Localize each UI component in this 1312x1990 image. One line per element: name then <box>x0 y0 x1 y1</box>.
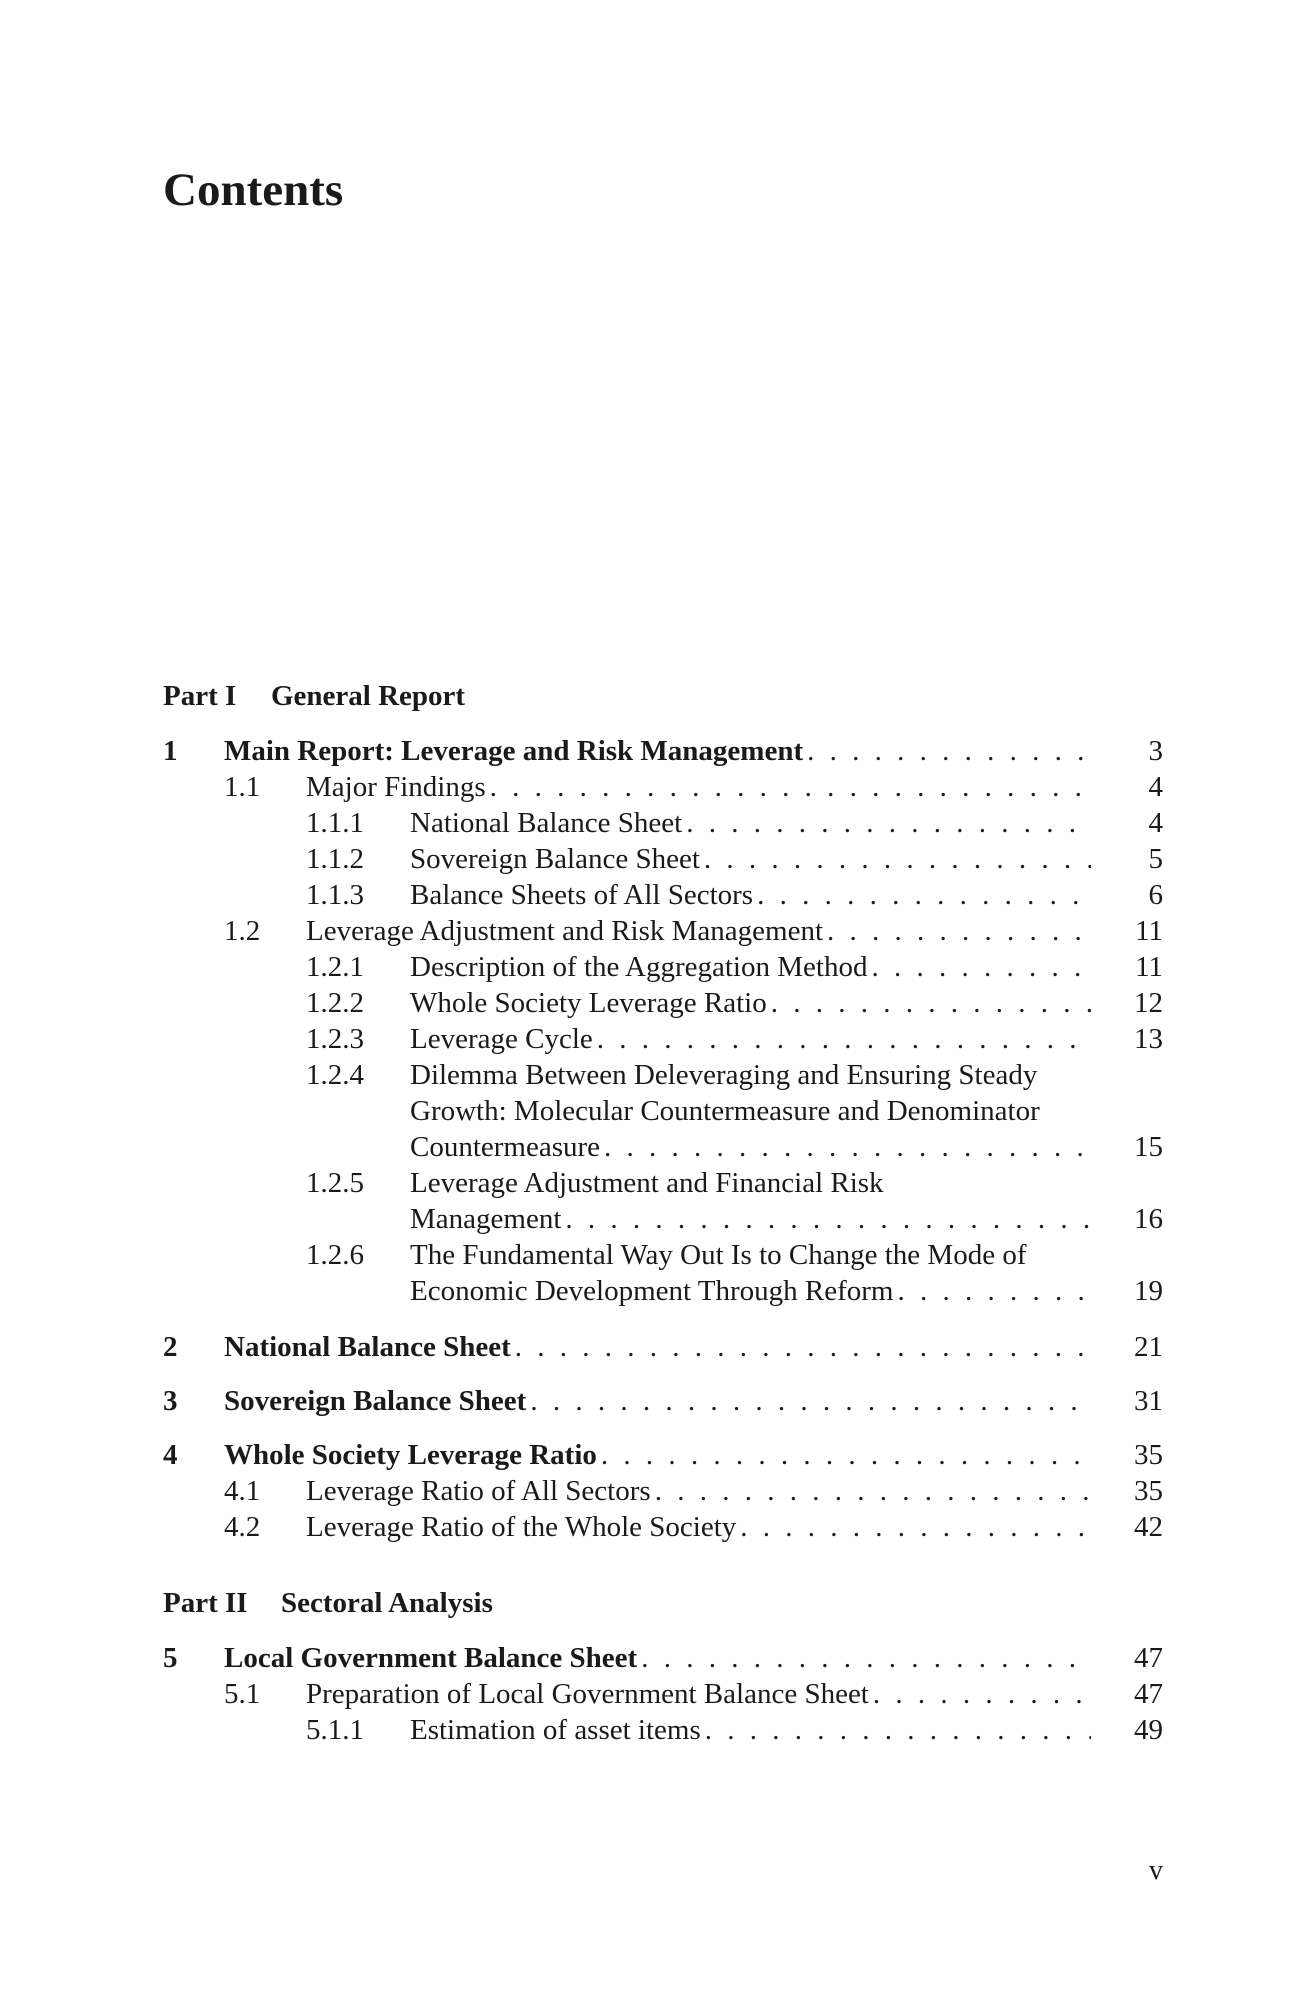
toc-entry-page: 35 <box>1134 1439 1163 1471</box>
toc-entry[interactable] <box>306 877 1163 913</box>
toc-entry-title: Dilemma Between Deleveraging and Ensuring Steady <box>410 1059 1038 1091</box>
toc-entry-title: Whole Society Leverage Ratio <box>224 1439 597 1471</box>
toc-entry[interactable] <box>306 985 1163 1021</box>
toc-entry-number: 4.1 <box>224 1475 261 1507</box>
toc-entry-title: Balance Sheets of All Sectors <box>410 879 754 911</box>
toc-entry-number: 1.2.2 <box>306 987 364 1019</box>
page-number: v <box>1149 1855 1163 1886</box>
toc-entry[interactable] <box>163 733 1163 769</box>
toc-entry[interactable] <box>306 1165 1163 1237</box>
dot-leader <box>871 949 1091 985</box>
toc-entry-number: 1.1.3 <box>306 879 364 911</box>
dot-leader <box>641 1640 1091 1676</box>
toc-entry-number: 1.2.3 <box>306 1023 364 1055</box>
toc-entry-page: 47 <box>1134 1642 1163 1674</box>
toc-entry-title: Countermeasure <box>410 1131 601 1163</box>
toc-entry-page: 4 <box>1148 771 1163 803</box>
dot-leader <box>565 1201 1091 1237</box>
toc-entry-page: 11 <box>1135 915 1163 947</box>
toc-entry-page: 6 <box>1148 879 1163 911</box>
toc-entry-number: 2 <box>163 1331 178 1363</box>
toc-entry-title: Leverage Ratio of the Whole Society <box>306 1511 737 1543</box>
toc-entry[interactable] <box>224 1473 1163 1509</box>
toc-entry-number: 1.2.5 <box>306 1167 364 1199</box>
dot-leader <box>515 1329 1091 1365</box>
toc-entry-title: National Balance Sheet <box>410 807 683 839</box>
toc-entry-title: Economic Development Through Reform <box>410 1275 894 1307</box>
toc-entry-title: Estimation of asset items <box>410 1714 701 1746</box>
toc-entry-title: Whole Society Leverage Ratio <box>410 987 767 1019</box>
toc-entry-number: 1 <box>163 735 178 767</box>
toc-entry-page: 3 <box>1148 735 1163 767</box>
toc-entry[interactable] <box>306 1712 1163 1748</box>
toc-entry-title: National Balance Sheet <box>224 1331 511 1363</box>
toc-entry[interactable] <box>306 949 1163 985</box>
toc-entry[interactable] <box>306 1021 1163 1057</box>
dot-leader <box>686 805 1091 841</box>
toc-entry-number: 1.1.1 <box>306 807 364 839</box>
toc-entry-number: 1.1 <box>224 771 261 803</box>
toc-entry-title: Local Government Balance Sheet <box>224 1642 638 1674</box>
toc-entry[interactable] <box>224 913 1163 949</box>
toc-entry[interactable] <box>163 1437 1163 1473</box>
part-label: Part I <box>163 680 237 712</box>
toc-entry-title: Leverage Ratio of All Sectors <box>306 1475 651 1507</box>
toc-entry-title: The Fundamental Way Out Is to Change the Mode of <box>410 1239 1027 1271</box>
toc-entry-page: 16 <box>1134 1203 1163 1235</box>
toc-entry-page: 19 <box>1134 1275 1163 1307</box>
dot-leader <box>530 1383 1091 1419</box>
toc-entry-title: Preparation of Local Government Balance Sheet <box>306 1678 869 1710</box>
toc-entry-number: 1.2.6 <box>306 1239 364 1271</box>
dot-leader <box>705 1712 1091 1748</box>
part-title: General Report <box>271 680 466 712</box>
toc-entry[interactable] <box>224 1676 1163 1712</box>
dot-leader <box>704 841 1091 877</box>
toc-entry-title: Sovereign Balance Sheet <box>224 1385 527 1417</box>
dot-leader <box>490 769 1091 805</box>
part-heading <box>163 1585 493 1621</box>
toc-entry-page: 11 <box>1135 951 1163 983</box>
toc-entry[interactable] <box>306 1057 1163 1165</box>
toc-entry-title: Sovereign Balance Sheet <box>410 843 700 875</box>
toc-entry-number: 1.2.1 <box>306 951 364 983</box>
toc-entry-number: 5.1 <box>224 1678 261 1710</box>
dot-leader <box>897 1273 1091 1309</box>
toc-entry-number: 1.2.4 <box>306 1059 364 1091</box>
dot-leader <box>873 1676 1091 1712</box>
dot-leader <box>655 1473 1091 1509</box>
toc-entry-title: Management <box>410 1203 562 1235</box>
toc-entry-number: 5 <box>163 1642 178 1674</box>
dot-leader <box>771 985 1091 1021</box>
toc-entry-title: Leverage Adjustment and Risk Management <box>306 915 824 947</box>
dot-leader <box>757 877 1091 913</box>
toc-entry-page: 13 <box>1134 1023 1163 1055</box>
toc-entry-page: 5 <box>1148 843 1163 875</box>
toc-entry-page: 4 <box>1148 807 1163 839</box>
part-label: Part II <box>163 1587 248 1619</box>
part-heading <box>163 678 465 714</box>
toc-entry[interactable] <box>224 1509 1163 1545</box>
toc-entry-page: 12 <box>1134 987 1163 1019</box>
toc-entry-title: Leverage Adjustment and Financial Risk <box>410 1167 884 1199</box>
toc-entry-number: 4 <box>163 1439 178 1471</box>
toc-entry-page: 15 <box>1134 1131 1163 1163</box>
toc-entry-number: 4.2 <box>224 1511 261 1543</box>
toc-entry-title: Major Findings <box>306 771 486 803</box>
part-title: Sectoral Analysis <box>281 1587 493 1619</box>
toc-entry-number: 1.1.2 <box>306 843 364 875</box>
toc-entry-title: Leverage Cycle <box>410 1023 593 1055</box>
toc-entry[interactable] <box>306 1237 1163 1309</box>
toc-entry[interactable] <box>306 805 1163 841</box>
toc-entry-page: 35 <box>1134 1475 1163 1507</box>
toc-entry-page: 21 <box>1134 1331 1163 1363</box>
toc-entry-page: 31 <box>1134 1385 1163 1417</box>
dot-leader <box>807 733 1091 769</box>
toc-entry[interactable] <box>163 1329 1163 1365</box>
dot-leader <box>604 1129 1091 1165</box>
toc-entry-title: Main Report: Leverage and Risk Management <box>224 735 804 767</box>
toc-entry-number: 3 <box>163 1385 178 1417</box>
toc-entry-page: 42 <box>1134 1511 1163 1543</box>
toc-entry-title: Growth: Molecular Countermeasure and Denominator <box>410 1095 1040 1127</box>
page-title: Contents <box>163 164 344 216</box>
toc-entry[interactable] <box>224 769 1163 805</box>
toc-entry-number: 1.2 <box>224 915 261 947</box>
toc-entry-page: 47 <box>1134 1678 1163 1710</box>
toc-entry-title: Description of the Aggregation Method <box>410 951 868 983</box>
toc-entry-number: 5.1.1 <box>306 1714 364 1746</box>
dot-leader <box>740 1509 1091 1545</box>
toc-entry[interactable] <box>163 1383 1163 1419</box>
dot-leader <box>827 913 1091 949</box>
toc-entry[interactable] <box>306 841 1163 877</box>
toc-entry-page: 49 <box>1134 1714 1163 1746</box>
dot-leader <box>597 1021 1091 1057</box>
toc-entry[interactable] <box>163 1640 1163 1676</box>
dot-leader <box>601 1437 1091 1473</box>
